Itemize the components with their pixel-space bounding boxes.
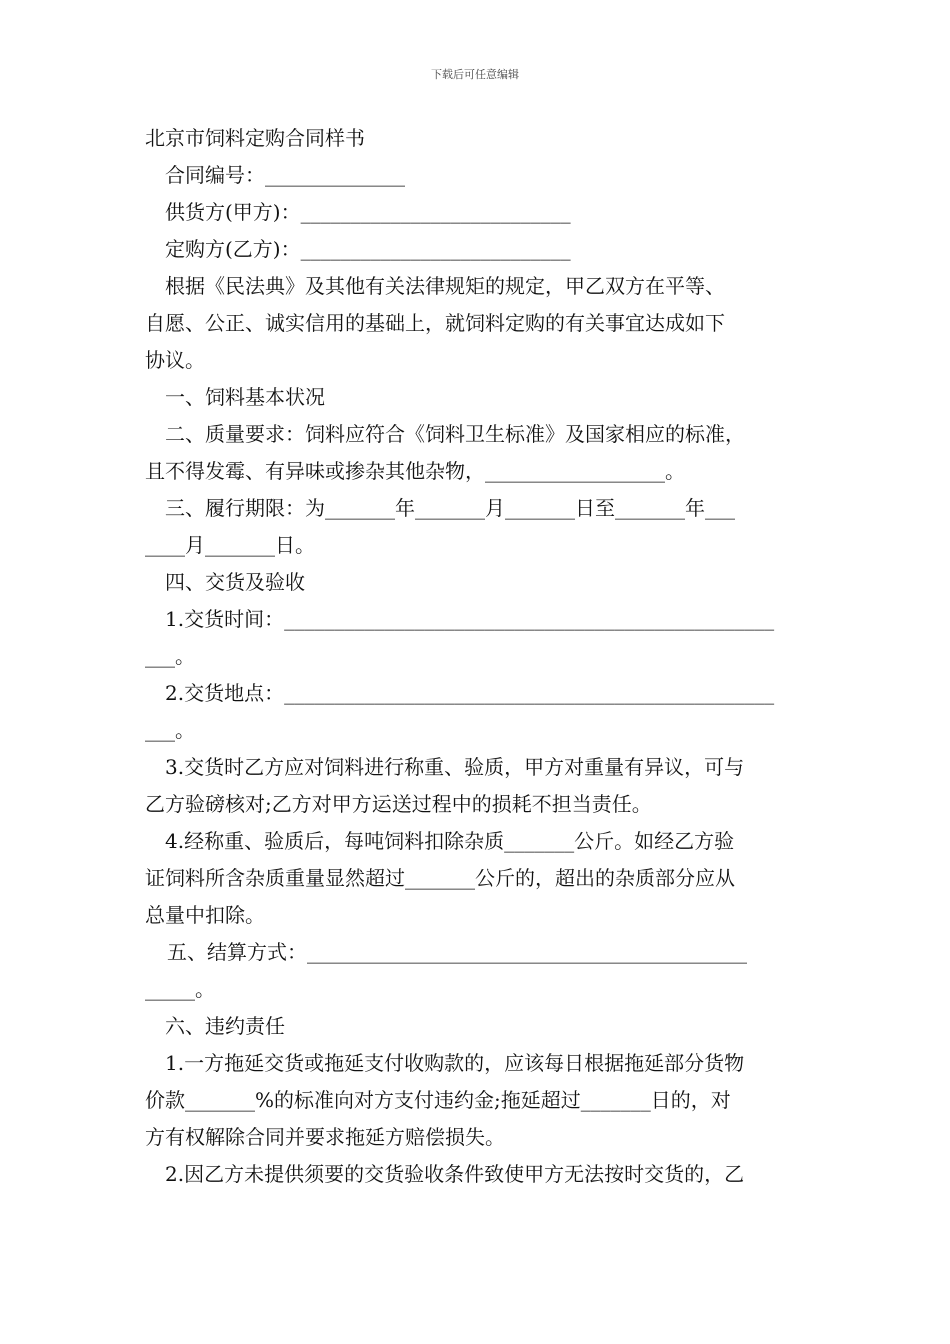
page-header-note: 下载后可任意编辑 [431,68,519,81]
preamble-line-1: 根据《民法典》及其他有关法律规矩的规定，甲乙双方在平等、 [165,274,725,298]
preamble-line-3: 协议。 [145,348,205,372]
contract-title: 北京市饲料定购合同样书 [145,126,365,150]
section-2-line-2: 且不得发霉、有异味或掺杂其他杂物，__________________。 [145,459,685,483]
breach-2-line-1: 2.因乙方未提供须要的交货验收条件致使甲方无法按时交货的，乙 [165,1162,745,1186]
breach-1-line-1: 1.一方拖延交货或拖延支付收购款的，应该每日根据拖延部分货物 [165,1051,745,1075]
item-4-line-3: 总量中扣除。 [145,903,265,927]
section-3-line-2: ____月_______日。 [145,533,315,557]
section-5-line-2: _____。 [145,977,215,1001]
item-1-line-1: 1.交货时间：_________________________________________________ [165,607,775,631]
section-1-heading: 一、饲料基本状况 [165,385,325,409]
section-6-heading: 六、违约责任 [165,1014,285,1038]
item-4-line-2: 证饲料所含杂质重量显然超过_______公斤的，超出的杂质部分应从 [145,866,735,890]
item-4-line-1: 4.经称重、验质后，每吨饲料扣除杂质_______公斤。如经乙方验 [165,829,735,853]
preamble-line-2: 自愿、公正、诚实信用的基础上，就饲料定购的有关事宜达成如下 [145,311,725,335]
contract-number-line: 合同编号：______________ [165,163,405,187]
item-3-line-1: 3.交货时乙方应对饲料进行称重、验质，甲方对重量有异议，可与 [165,755,745,779]
supplier-line: 供货方(甲方)：___________________________ [165,200,571,224]
contract-document [145,120,810,1193]
breach-1-line-2: 价款_______%的标准向对方支付违约金;拖延超过_______日的，对 [145,1088,731,1112]
section-2-line-1: 二、质量要求：饲料应符合《饲料卫生标准》及国家相应的标准， [165,422,745,446]
item-1-line-2: ___。 [145,644,195,668]
item-3-line-2: 乙方验磅核对;乙方对甲方运送过程中的损耗不担当责任。 [145,792,652,816]
breach-1-line-3: 方有权解除合同并要求拖延方赔偿损失。 [145,1125,505,1149]
item-2-line-1: 2.交货地点：_________________________________________________ [165,681,775,705]
section-5-line-1: 五、结算方式：____________________________________________ [167,940,747,964]
section-3-line-1: 三、履行期限：为_______年_______月_______日至_______年___ [165,496,735,520]
buyer-line: 定购方(乙方)：___________________________ [165,237,571,261]
item-2-line-2: ___。 [145,718,195,742]
section-4-heading: 四、交货及验收 [165,570,305,594]
